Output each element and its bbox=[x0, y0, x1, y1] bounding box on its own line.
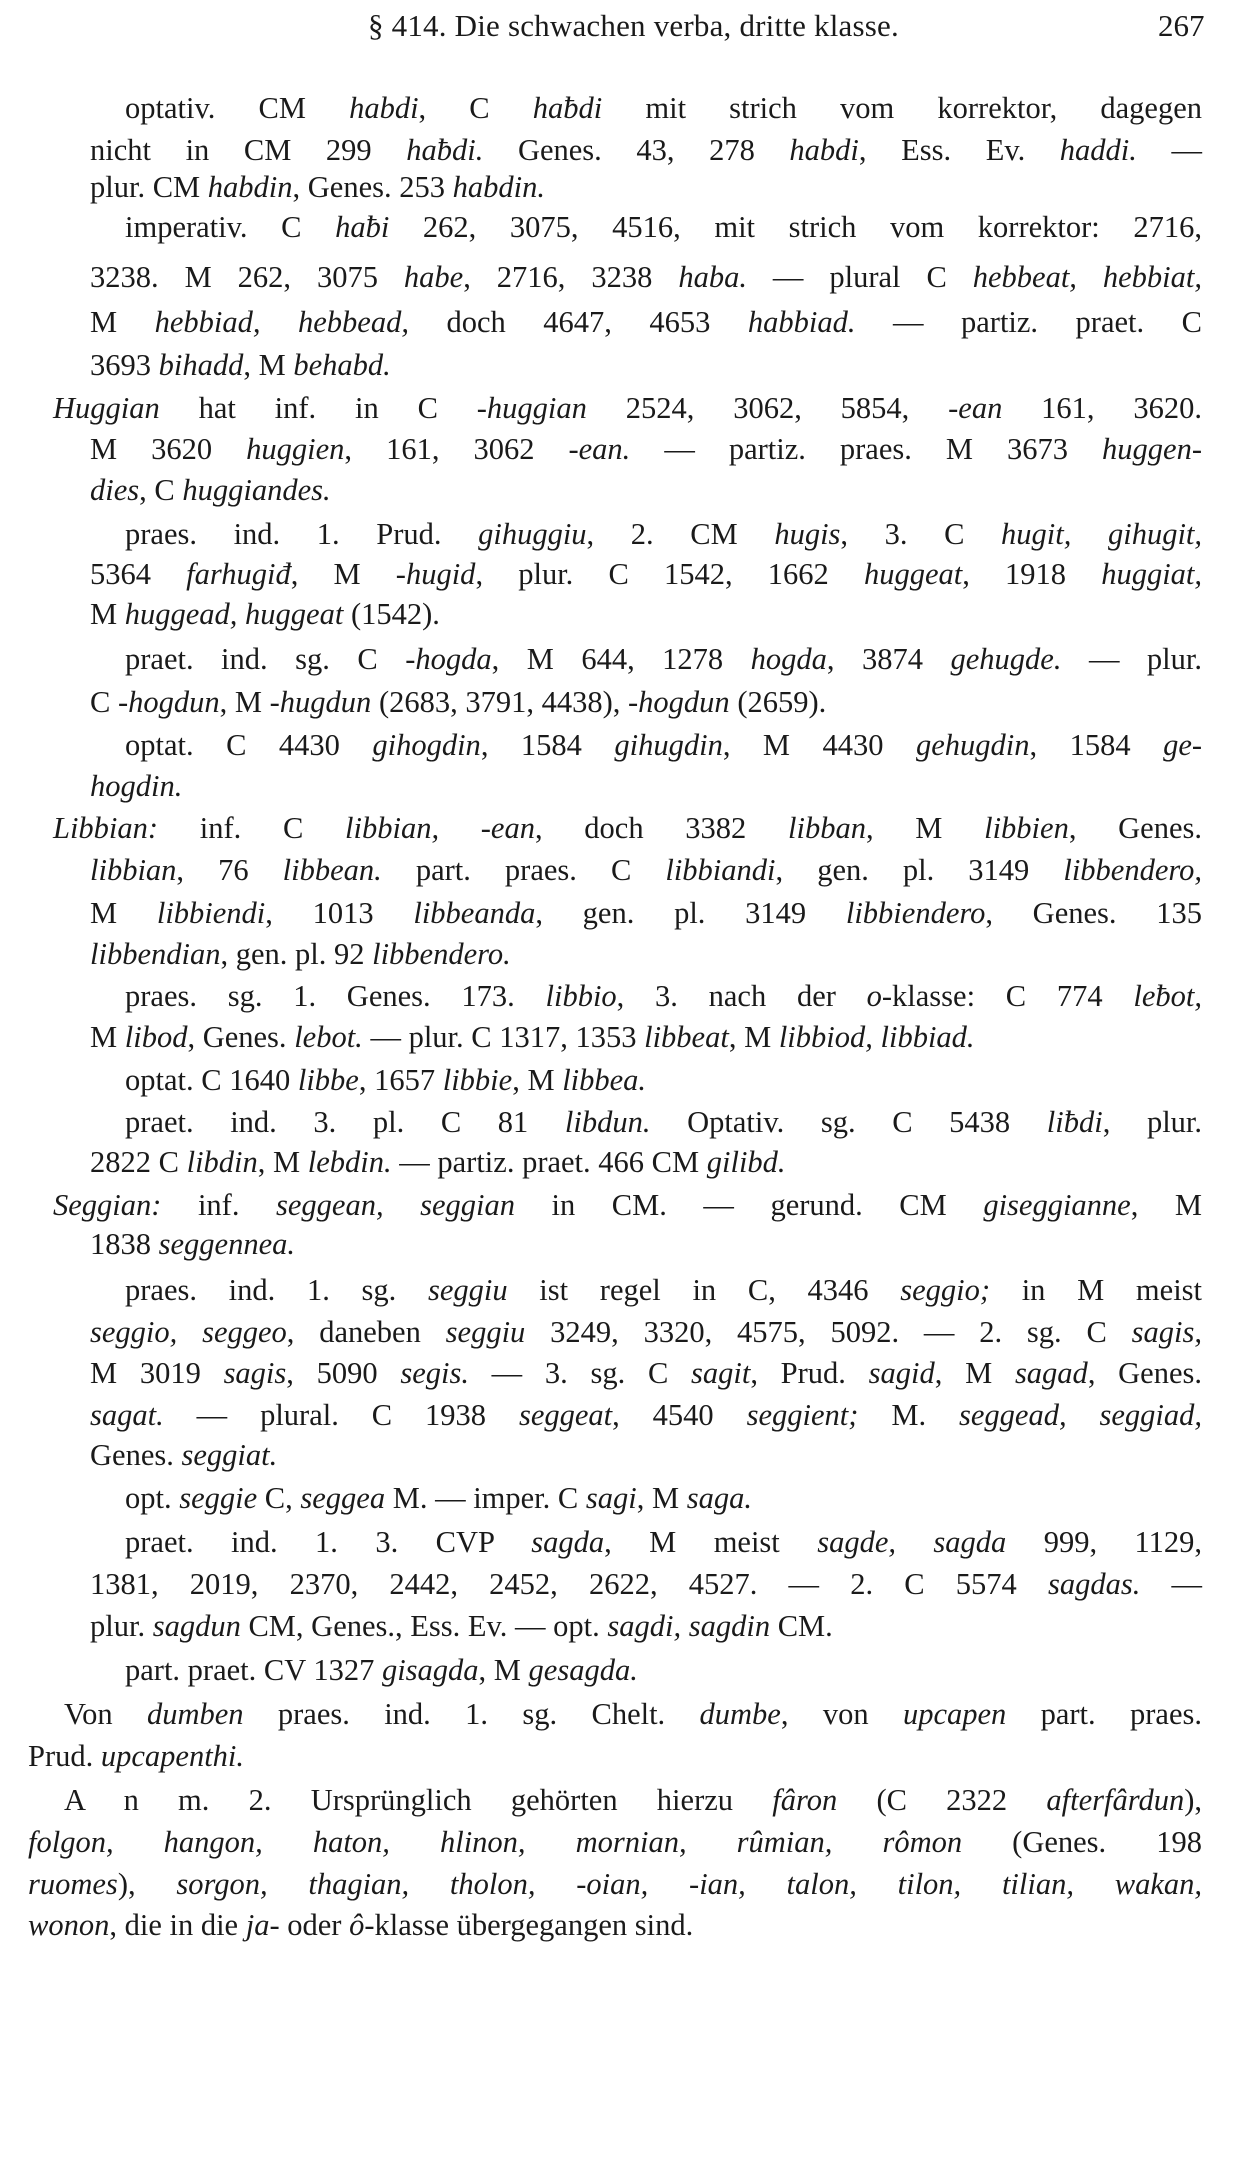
text-segment: 262, 3075, 4516, mit strich vom korrektor: 2716, bbox=[389, 210, 1202, 244]
text-line bbox=[90, 1394, 1202, 1436]
italic-form: -hugid bbox=[395, 557, 476, 591]
italic-form: segis. bbox=[400, 1356, 469, 1390]
italic-form: seggennea. bbox=[158, 1227, 295, 1261]
text-line bbox=[125, 1101, 1202, 1143]
text-line bbox=[125, 1477, 1202, 1519]
italic-form: o bbox=[866, 979, 882, 1013]
text-segment: , Genes. 253 bbox=[292, 170, 453, 204]
italic-form: dumbe bbox=[699, 1697, 781, 1731]
text-segment: , Genes. bbox=[187, 1020, 295, 1054]
text-segment: , gen. pl. 3149 bbox=[535, 896, 846, 930]
entry-headword-line bbox=[53, 387, 1202, 429]
italic-form: libdun. bbox=[564, 1105, 651, 1139]
italic-form: sagis, bbox=[1131, 1315, 1203, 1349]
text-segment: , M bbox=[728, 1020, 779, 1054]
text-segment: , 4540 bbox=[612, 1398, 747, 1432]
italic-form: libbian, -ean bbox=[345, 811, 535, 845]
italic-form: sagid bbox=[868, 1356, 935, 1390]
italic-form: gihogdin bbox=[372, 728, 481, 762]
italic-form: libbiendero bbox=[845, 896, 986, 930]
text-segment: M 3620 bbox=[90, 432, 247, 466]
text-line bbox=[90, 256, 1202, 298]
text-line bbox=[90, 129, 1202, 171]
italic-form: libbiandi bbox=[665, 853, 776, 887]
text-segment: , 3. C bbox=[840, 517, 1002, 551]
text-line bbox=[125, 1269, 1202, 1311]
text-segment: , M 4430 bbox=[722, 728, 916, 762]
italic-form: sagdi, sagdin bbox=[607, 1609, 771, 1643]
italic-form: sagi bbox=[585, 1481, 637, 1515]
italic-form: -hugdun bbox=[269, 685, 372, 719]
italic-form: sagis bbox=[223, 1356, 287, 1390]
italic-form: habdi bbox=[789, 133, 859, 167]
text-line bbox=[90, 344, 1202, 386]
italic-form: folgon, hangon, haton, hlinon, mornian, rûmian, rômon bbox=[28, 1825, 963, 1859]
italic-form: -hogdun bbox=[117, 685, 220, 719]
italic-form: upcapen bbox=[902, 1697, 1007, 1731]
italic-form: lebot. bbox=[294, 1020, 363, 1054]
text-segment: 3693 bbox=[90, 348, 159, 382]
text-segment: , M bbox=[865, 811, 985, 845]
text-segment: , gen. pl. 92 bbox=[220, 937, 373, 971]
text-line bbox=[90, 553, 1202, 595]
text-line bbox=[90, 1605, 1202, 1647]
italic-form: seggie bbox=[179, 1481, 258, 1515]
text-segment: Genes. 43, 278 bbox=[483, 133, 790, 167]
text-line bbox=[90, 892, 1202, 934]
italic-form: -hogda bbox=[405, 642, 492, 676]
text-line bbox=[90, 1223, 1202, 1265]
text-segment: 3238. M 262, 3075 bbox=[90, 260, 404, 294]
text-segment: , gen. pl. 3149 bbox=[775, 853, 1064, 887]
text-line bbox=[125, 975, 1202, 1017]
italic-form: habe bbox=[403, 260, 464, 294]
text-segment: 2822 C bbox=[90, 1145, 187, 1179]
text-segment: M 3019 bbox=[90, 1356, 224, 1390]
italic-form: libbe bbox=[297, 1063, 359, 1097]
italic-form: ge- bbox=[1163, 728, 1203, 762]
text-segment: CM. bbox=[770, 1609, 833, 1643]
text-line bbox=[125, 1649, 1202, 1691]
italic-form: seggiu bbox=[427, 1273, 508, 1307]
text-segment: imperativ. C bbox=[125, 210, 336, 244]
italic-form: hogdin. bbox=[90, 769, 183, 803]
italic-form: sagat. bbox=[90, 1398, 164, 1432]
text-line bbox=[64, 1693, 1202, 1735]
text-segment: — bbox=[1140, 1567, 1203, 1601]
italic-form: ô bbox=[349, 1908, 365, 1942]
text-line bbox=[90, 1141, 1202, 1183]
italic-form: habdin bbox=[207, 170, 293, 204]
text-segment: plur. bbox=[90, 1609, 153, 1643]
text-segment: M bbox=[90, 305, 155, 339]
text-line bbox=[90, 1352, 1202, 1394]
text-segment: — partiz. praet. C bbox=[855, 305, 1202, 339]
text-segment: praes. ind. 1. Prud. bbox=[125, 517, 479, 551]
italic-form: sagda bbox=[531, 1525, 605, 1559]
text-segment: optat. C 4430 bbox=[125, 728, 373, 762]
text-segment: 999, 1129, bbox=[1006, 1525, 1202, 1559]
text-segment: (2659). bbox=[729, 685, 827, 719]
italic-form: saga. bbox=[686, 1481, 752, 1515]
text-segment: , M bbox=[290, 557, 396, 591]
italic-form: haƀdi. bbox=[406, 133, 484, 167]
italic-form: Huggian bbox=[53, 391, 160, 425]
text-segment: 1838 bbox=[90, 1227, 159, 1261]
text-segment: ), bbox=[117, 1867, 177, 1901]
text-segment: — partiz. praet. 466 CM bbox=[391, 1145, 707, 1179]
italic-form: giseggianne bbox=[983, 1188, 1131, 1222]
italic-form: ja- bbox=[245, 1908, 280, 1942]
text-segment: , C bbox=[139, 473, 183, 507]
italic-form: libbie bbox=[442, 1063, 513, 1097]
entry-headword-line bbox=[53, 807, 1202, 849]
text-segment: M. — imper. C bbox=[385, 1481, 586, 1515]
text-segment: A n m. 2. Ursprünglich gehörten hierzu bbox=[64, 1783, 773, 1817]
text-segment: part. praes. bbox=[1006, 1697, 1202, 1731]
italic-form: seggead, seggiad, bbox=[959, 1398, 1202, 1432]
text-segment: part. praes. C bbox=[381, 853, 666, 887]
text-segment: , C bbox=[418, 91, 533, 125]
text-segment: , 2716, 3238 bbox=[463, 260, 679, 294]
italic-form: hebbeat, hebbiat, bbox=[972, 260, 1202, 294]
italic-form: habdi bbox=[349, 91, 419, 125]
italic-form: habdin. bbox=[452, 170, 545, 204]
text-segment: ), bbox=[1184, 1783, 1203, 1817]
text-segment: 5364 bbox=[90, 557, 187, 591]
text-segment: , Ess. Ev. bbox=[858, 133, 1060, 167]
italic-form: libbean. bbox=[282, 853, 382, 887]
italic-form: sagde, sagda bbox=[817, 1525, 1007, 1559]
italic-form: libdin bbox=[186, 1145, 258, 1179]
text-segment: , die in die bbox=[109, 1908, 246, 1942]
text-segment: M. bbox=[858, 1398, 959, 1432]
text-line bbox=[64, 1779, 1202, 1821]
text-segment: in CM. — gerund. CM bbox=[515, 1188, 984, 1222]
running-header-title: § 414. Die schwachen verba, dritte klasse. bbox=[368, 8, 899, 43]
italic-form: libbeanda bbox=[413, 896, 536, 930]
italic-form: huggiat, bbox=[1101, 557, 1203, 591]
italic-form: lebdin. bbox=[307, 1145, 392, 1179]
text-segment: 1381, 2019, 2370, 2442, 2452, 2622, 4527. — 2. C 5574 bbox=[90, 1567, 1048, 1601]
text-segment: (C 2322 bbox=[837, 1783, 1047, 1817]
italic-form: haba. bbox=[678, 260, 747, 294]
italic-form: haddi. bbox=[1059, 133, 1137, 167]
text-segment: M bbox=[90, 597, 125, 631]
text-line bbox=[90, 933, 1202, 975]
text-segment: Von bbox=[64, 1697, 147, 1731]
italic-form: dies bbox=[90, 473, 140, 507]
text-segment: , von bbox=[780, 1697, 903, 1731]
italic-form: libbio bbox=[545, 979, 617, 1013]
text-segment: — plural. C 1938 bbox=[163, 1398, 519, 1432]
italic-form: libban bbox=[788, 811, 866, 845]
italic-form: -huggian bbox=[476, 391, 587, 425]
italic-form: seggean, seggian bbox=[276, 1188, 515, 1222]
text-segment: M bbox=[90, 896, 157, 930]
italic-form: seggea bbox=[300, 1481, 386, 1515]
text-segment: 161, 3620. bbox=[1002, 391, 1202, 425]
text-segment: , Genes. bbox=[1068, 811, 1202, 845]
italic-form: haƀi bbox=[335, 210, 390, 244]
text-segment: , M bbox=[636, 1481, 687, 1515]
italic-form: afterfârdun bbox=[1046, 1783, 1185, 1817]
italic-form: huggiandes. bbox=[182, 473, 331, 507]
italic-form: gehugdin bbox=[915, 728, 1030, 762]
text-segment: C, bbox=[257, 1481, 301, 1515]
italic-form: gehugde. bbox=[950, 642, 1062, 676]
text-segment: M bbox=[90, 1020, 125, 1054]
text-segment: optativ. CM bbox=[125, 91, 350, 125]
text-segment: — partiz. praes. M 3673 bbox=[630, 432, 1103, 466]
text-segment: , 161, 3062 bbox=[344, 432, 569, 466]
italic-form: farhugiđ bbox=[186, 557, 291, 591]
text-line bbox=[90, 428, 1202, 470]
italic-form: libbiendi bbox=[156, 896, 266, 930]
text-segment: , M bbox=[257, 1145, 308, 1179]
italic-form: gihugdin bbox=[614, 728, 723, 762]
text-segment: Optativ. sg. C 5438 bbox=[650, 1105, 1047, 1139]
italic-form: hebbiad, hebbead, bbox=[154, 305, 409, 339]
italic-form: behabd. bbox=[293, 348, 391, 382]
text-line bbox=[125, 513, 1202, 555]
italic-form: bihadd bbox=[158, 348, 244, 382]
italic-form: hugit, gihugit, bbox=[1001, 517, 1203, 551]
text-segment: 3249, 3320, 4575, 5092. — 2. sg. C bbox=[525, 1315, 1132, 1349]
text-segment: , M bbox=[1130, 1188, 1202, 1222]
text-segment: (1542). bbox=[343, 597, 440, 631]
text-line bbox=[28, 1735, 1202, 1777]
text-line bbox=[90, 301, 1202, 343]
italic-form: huggead, huggeat bbox=[124, 597, 344, 631]
italic-form: libbendero, bbox=[1063, 853, 1202, 887]
text-segment: Genes. bbox=[90, 1438, 182, 1472]
text-segment: , 1657 bbox=[358, 1063, 443, 1097]
text-line bbox=[125, 638, 1202, 680]
italic-form: -ean. bbox=[568, 432, 631, 466]
text-segment: — 3. sg. C bbox=[468, 1356, 692, 1390]
text-segment: nicht in CM 299 bbox=[90, 133, 407, 167]
text-segment: — plur. bbox=[1061, 642, 1203, 676]
text-segment: , 1918 bbox=[962, 557, 1102, 591]
text-segment: praet. ind. 3. pl. C 81 bbox=[125, 1105, 565, 1139]
italic-form: seggio, seggeo bbox=[90, 1315, 287, 1349]
text-segment: -klasse: C 774 bbox=[881, 979, 1134, 1013]
text-segment: , M bbox=[512, 1063, 563, 1097]
text-segment: , M bbox=[934, 1356, 1015, 1390]
text-segment: ist regel in C, 4346 bbox=[507, 1273, 901, 1307]
text-line bbox=[90, 1563, 1202, 1605]
text-segment: , plur. bbox=[1102, 1105, 1203, 1139]
text-segment: , M bbox=[243, 348, 294, 382]
text-segment: praes. ind. 1. sg. Chelt. bbox=[243, 1697, 700, 1731]
text-line bbox=[90, 765, 1202, 807]
text-line bbox=[90, 469, 1202, 511]
italic-form: libbendian bbox=[90, 937, 221, 971]
text-segment: , 3. nach der bbox=[616, 979, 867, 1013]
italic-form: libbien bbox=[984, 811, 1069, 845]
italic-form: hugis bbox=[774, 517, 841, 551]
text-segment: oder bbox=[279, 1908, 350, 1942]
italic-form: dumben bbox=[146, 1697, 244, 1731]
italic-form: leƀot, bbox=[1133, 979, 1202, 1013]
italic-form: -hogdun bbox=[628, 685, 730, 719]
text-segment: optat. C 1640 bbox=[125, 1063, 298, 1097]
text-segment: , 76 bbox=[176, 853, 283, 887]
italic-form: huggien bbox=[246, 432, 345, 466]
italic-form: libbeat bbox=[644, 1020, 729, 1054]
italic-form: huggeat bbox=[863, 557, 963, 591]
italic-form: libbendero. bbox=[372, 937, 511, 971]
text-segment: praes. ind. 1. sg. bbox=[125, 1273, 428, 1307]
text-segment: , M bbox=[478, 1653, 529, 1687]
italic-form: hogda bbox=[750, 642, 827, 676]
italic-form: libbiod, libbiad. bbox=[778, 1020, 975, 1054]
text-segment: , 5090 bbox=[286, 1356, 401, 1390]
text-segment: -klasse übergegangen sind. bbox=[364, 1908, 694, 1942]
text-line bbox=[90, 1016, 1202, 1058]
text-segment: praet. ind. sg. C bbox=[125, 642, 406, 676]
italic-form: wonon bbox=[28, 1908, 110, 1942]
text-segment: , 3874 bbox=[826, 642, 951, 676]
text-line bbox=[90, 849, 1202, 891]
italic-form: habbiad. bbox=[747, 305, 856, 339]
text-segment: 2524, 3062, 5854, bbox=[586, 391, 949, 425]
text-segment: , 1584 bbox=[480, 728, 615, 762]
text-segment: , Prud. bbox=[750, 1356, 869, 1390]
page-number: 267 bbox=[1158, 8, 1205, 43]
italic-form: sagdun bbox=[152, 1609, 241, 1643]
italic-form: libbea. bbox=[562, 1063, 647, 1097]
text-segment: inf. bbox=[161, 1188, 276, 1222]
entry-headword-line bbox=[53, 1184, 1202, 1226]
italic-form: seggiu bbox=[445, 1315, 526, 1349]
text-line bbox=[125, 87, 1202, 129]
text-segment: , 2. CM bbox=[586, 517, 775, 551]
text-line bbox=[125, 1521, 1202, 1563]
text-segment: — plural C bbox=[746, 260, 973, 294]
italic-form: upcapenthi. bbox=[100, 1739, 245, 1773]
text-segment: , 1013 bbox=[265, 896, 414, 930]
italic-form: seggeat bbox=[518, 1398, 613, 1432]
italic-form: haƀdi bbox=[532, 91, 603, 125]
text-line bbox=[125, 206, 1202, 248]
text-segment: , M meist bbox=[604, 1525, 818, 1559]
text-segment: , doch 3382 bbox=[534, 811, 788, 845]
text-segment: C bbox=[90, 685, 118, 719]
text-segment: opt. bbox=[125, 1481, 180, 1515]
italic-form: gisagda bbox=[381, 1653, 479, 1687]
italic-form: libod bbox=[124, 1020, 188, 1054]
italic-form: -ean bbox=[948, 391, 1003, 425]
text-segment: part. praet. CV 1327 bbox=[125, 1653, 382, 1687]
text-line bbox=[90, 681, 1202, 723]
italic-form: seggient; bbox=[746, 1398, 859, 1432]
text-segment: mit strich vom korrektor, dagegen bbox=[602, 91, 1203, 125]
text-segment: praet. ind. 1. 3. CVP bbox=[125, 1525, 532, 1559]
italic-form: sorgon, thagian, tholon, -oian, -ian, talon, tilon, tilian, wakan, bbox=[176, 1867, 1202, 1901]
text-segment: — bbox=[1136, 133, 1202, 167]
italic-form: gesagda. bbox=[528, 1653, 638, 1687]
italic-form: sagdas. bbox=[1047, 1567, 1141, 1601]
text-segment: (Genes. 198 bbox=[962, 1825, 1202, 1859]
text-segment: (2683, 3791, 4438), bbox=[371, 685, 629, 719]
text-segment: , Genes. bbox=[1087, 1356, 1202, 1390]
text-segment: inf. C bbox=[158, 811, 346, 845]
text-segment: , daneben bbox=[286, 1315, 446, 1349]
text-segment: , M 644, 1278 bbox=[491, 642, 751, 676]
text-segment: doch 4647, 4653 bbox=[408, 305, 748, 339]
text-line bbox=[125, 724, 1202, 766]
text-line bbox=[90, 1311, 1202, 1353]
text-segment: hat inf. in C bbox=[159, 391, 477, 425]
italic-form: fâron bbox=[772, 1783, 838, 1817]
text-segment: in M meist bbox=[990, 1273, 1203, 1307]
text-line bbox=[28, 1863, 1202, 1905]
italic-form: Libbian: bbox=[53, 811, 159, 845]
italic-form: seggio; bbox=[900, 1273, 991, 1307]
text-segment: Prud. bbox=[28, 1739, 101, 1773]
text-segment: , 1584 bbox=[1029, 728, 1164, 762]
text-segment: praes. sg. 1. Genes. 173. bbox=[125, 979, 546, 1013]
text-line bbox=[125, 1059, 1202, 1101]
italic-form: sagit bbox=[691, 1356, 751, 1390]
text-segment: , M bbox=[219, 685, 270, 719]
italic-form: huggen- bbox=[1102, 432, 1202, 466]
italic-form: Seggian: bbox=[53, 1188, 162, 1222]
text-line bbox=[28, 1904, 1202, 1946]
text-line bbox=[90, 1434, 1202, 1476]
italic-form: ruomes bbox=[28, 1867, 118, 1901]
italic-form: seggiat. bbox=[181, 1438, 278, 1472]
text-line bbox=[28, 1821, 1202, 1863]
text-segment: — plur. C 1317, 1353 bbox=[362, 1020, 645, 1054]
italic-form: libbian bbox=[90, 853, 177, 887]
italic-form: gilibd. bbox=[706, 1145, 786, 1179]
text-segment: , Genes. 135 bbox=[985, 896, 1202, 930]
italic-form: liƀdi bbox=[1046, 1105, 1103, 1139]
text-segment: , plur. C 1542, 1662 bbox=[475, 557, 864, 591]
text-segment: plur. CM bbox=[90, 170, 208, 204]
text-line bbox=[90, 166, 1202, 208]
text-segment: CM, Genes., Ess. Ev. — opt. bbox=[240, 1609, 608, 1643]
italic-form: gihuggiu bbox=[478, 517, 587, 551]
italic-form: sagad bbox=[1014, 1356, 1088, 1390]
text-line bbox=[90, 593, 1202, 635]
